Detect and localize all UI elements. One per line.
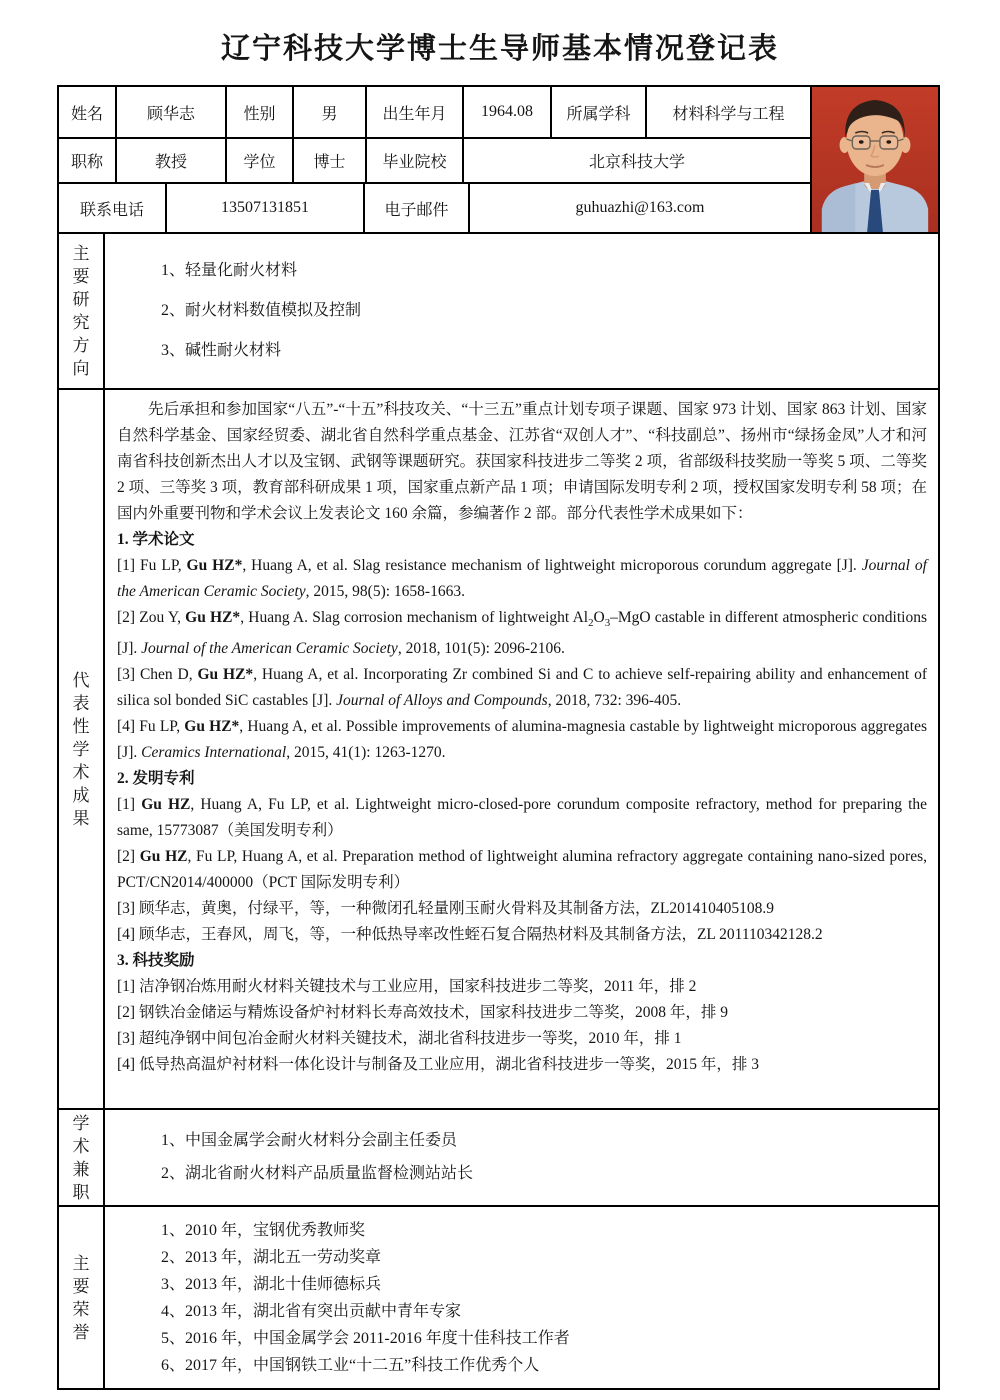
discipline-label: 所属学科 — [552, 87, 647, 137]
section-label-honors: 主 要 荣 誉 — [59, 1207, 105, 1388]
citation-item: [1] Gu HZ, Huang A, Fu LP, et al. Lightweight micro-closed-pore corundum composite refractory, method for preparing the same, 15773087（美国发明专利） — [117, 796, 927, 840]
birth-date-label: 出生年月 — [367, 87, 464, 137]
academic-content — [105, 1110, 938, 1205]
section-label-research: 主 要 研 究 方 向 — [59, 234, 105, 388]
section-academic-positions — [59, 1110, 938, 1207]
list-item: 2、湖北省耐火材料产品质量监督检测站站长 — [161, 1165, 474, 1183]
gender-value: 男 — [294, 87, 367, 137]
citation-item: [2] Gu HZ, Fu LP, Huang A, et al. Preparation method of lightweight alumina refractory aggregate containing nano-sized pores, PCT/CN2014/400000（PCT 国际发明专利） — [117, 848, 927, 892]
list-item: 4、2013 年，湖北省有突出贡献中青年专家 — [161, 1302, 462, 1320]
list-item: 1、2010 年，宝钢优秀教师奖 — [161, 1221, 366, 1239]
subsection-heading: 3. 科技奖励 — [117, 952, 195, 970]
section-label-academic: 学 术 兼 职 — [59, 1110, 105, 1205]
photo-cell — [812, 87, 938, 232]
portrait-photo-icon — [812, 87, 938, 232]
honors-content — [105, 1207, 938, 1388]
honors-list — [105, 1207, 938, 1388]
school-label: 毕业院校 — [367, 139, 464, 182]
list-item: 1、轻量化耐火材料 — [161, 262, 298, 279]
header-fields — [59, 87, 812, 232]
citation-item: [3] 超纯净钢中间包冶金耐火材料关键技术，湖北省科技进步一等奖，2010 年，排 1 — [117, 1030, 682, 1048]
subsection-heading: 1. 学术论文 — [117, 531, 195, 548]
achievements-intro: 先后承担和参加国家“八五”-“十五”科技攻关、“十三五”重点计划专项子课题、国家 973 计划、国家 863 计划、国家自然科学基金、国家经贸委、湖北省自然科学重点基金、江苏省“双创人才”、“科技副总”、扬州市“绿扬金凤”人才和河南省科技创新杰出人才以及宝钢、武钢等课题研究。获国家科技进步二等奖 2 项，省部级科技奖励一等奖 5 项、二等奖 2 项、三等奖 3 项，教育部科研成果 1 项，国家重点新产品 1 项；申请国际发明专利 2 项，授权国家发明专利 58 项；在国内外重要刊物和学术会议上发表论文 160 余篇，参编著作 2 部。部分代表性学术成果如下： — [117, 401, 927, 522]
birth-date-value: 1964.08 — [464, 87, 552, 137]
discipline-value: 材料科学与工程 — [647, 87, 812, 137]
name-label: 姓名 — [59, 87, 117, 137]
citation-item: [4] 顾华志，王春风，周飞，等，一种低热导率改性蛭石复合隔热材料及其制备方法，ZL 201110342128.2 — [117, 926, 823, 944]
subsection-heading: 2. 发明专利 — [117, 770, 195, 788]
list-item: 3、2013 年，湖北十佳师德标兵 — [161, 1275, 382, 1293]
list-item: 2、耐火材料数值模拟及控制 — [161, 302, 362, 319]
email-label: 电子邮件 — [365, 184, 470, 232]
job-title-value: 教授 — [117, 139, 227, 182]
citation-item: [1] Fu LP, Gu HZ*, Huang A, et al. Slag resistance mechanism of lightweight microporous corundum aggregate [J]. Journal of the American Ceramic Society, 2015, 98(5): 1658-1663. — [117, 557, 927, 600]
section-label-achievements: 代 表 性 学 术 成 果 — [59, 390, 105, 1108]
section-honors — [59, 1207, 938, 1388]
degree-value: 博士 — [294, 139, 367, 182]
header-row-3 — [59, 184, 812, 232]
registration-form-table — [57, 85, 940, 1390]
job-title-label: 职称 — [59, 139, 117, 182]
research-list — [105, 234, 938, 388]
list-item: 1、中国金属学会耐火材料分会副主任委员 — [161, 1131, 458, 1149]
header-row-2 — [59, 139, 812, 184]
research-content — [105, 234, 938, 388]
citation-item: [4] Fu LP, Gu HZ*, Huang A, et al. Possible improvements of alumina-magnesia castable by lightweight microporous aggregates [J]. Ceramics International, 2015, 41(1): 1263-1270. — [117, 718, 927, 762]
degree-label: 学位 — [227, 139, 294, 182]
citation-item: [1] 洁净钢冶炼用耐火材料关键技术与工业应用，国家科技进步二等奖，2011 年，排 2 — [117, 978, 697, 996]
section-research-directions — [59, 234, 938, 390]
email-value: guhuazhi@163.com — [470, 184, 812, 232]
header-block — [59, 87, 938, 234]
list-item: 5、2016 年，中国金属学会 2011-2016 年度十佳科技工作者 — [161, 1329, 570, 1347]
list-item: 2、2013 年，湖北五一劳动奖章 — [161, 1248, 382, 1266]
list-item: 6、2017 年，中国钢铁工业“十二五”科技工作优秀个人 — [161, 1356, 540, 1374]
section-achievements — [59, 390, 938, 1110]
citation-item: [2] Zou Y, Gu HZ*, Huang A. Slag corrosion mechanism of lightweight $Al_2O_3$–MgO castable in different atmospheric conditions [J]. Journal of the American Ceramic Society, 2018, 101(5): 2096-2106. — [117, 609, 927, 658]
header-row-1 — [59, 87, 812, 139]
citation-item: [4] 低导热高温炉衬材料一体化设计与制备及工业应用，湖北省科技进步一等奖，2015 年，排 3 — [117, 1056, 759, 1074]
list-item: 3、碱性耐火材料 — [161, 342, 282, 359]
academic-list — [105, 1110, 938, 1205]
phone-value: 13507131851 — [167, 184, 365, 232]
achievements-subsections — [117, 527, 927, 1078]
school-value: 北京科技大学 — [464, 139, 812, 182]
gender-label: 性别 — [227, 87, 294, 137]
page-title: 辽宁科技大学博士生导师基本情况登记表 — [220, 33, 779, 65]
citation-item: [3] 顾华志，黄奥，付绿平，等，一种微闭孔轻量刚玉耐火骨料及其制备方法，ZL201410405108.9 — [117, 900, 775, 918]
phone-label: 联系电话 — [59, 184, 167, 232]
citation-item: [2] 钢铁冶金储运与精炼设备炉衬材料长寿高效技术，国家科技进步二等奖，2008 年，排 9 — [117, 1004, 728, 1022]
citation-item: [3] Chen D, Gu HZ*, Huang A, et al. Incorporating Zr combined Si and C to achieve self-repairing ability and enhancement of silica sol bonded SiC castables [J]. Journal of Alloys and Compounds, 2018, 732: 396-405. — [117, 666, 927, 710]
name-value: 顾华志 — [117, 87, 227, 137]
achievements-content — [105, 390, 938, 1108]
